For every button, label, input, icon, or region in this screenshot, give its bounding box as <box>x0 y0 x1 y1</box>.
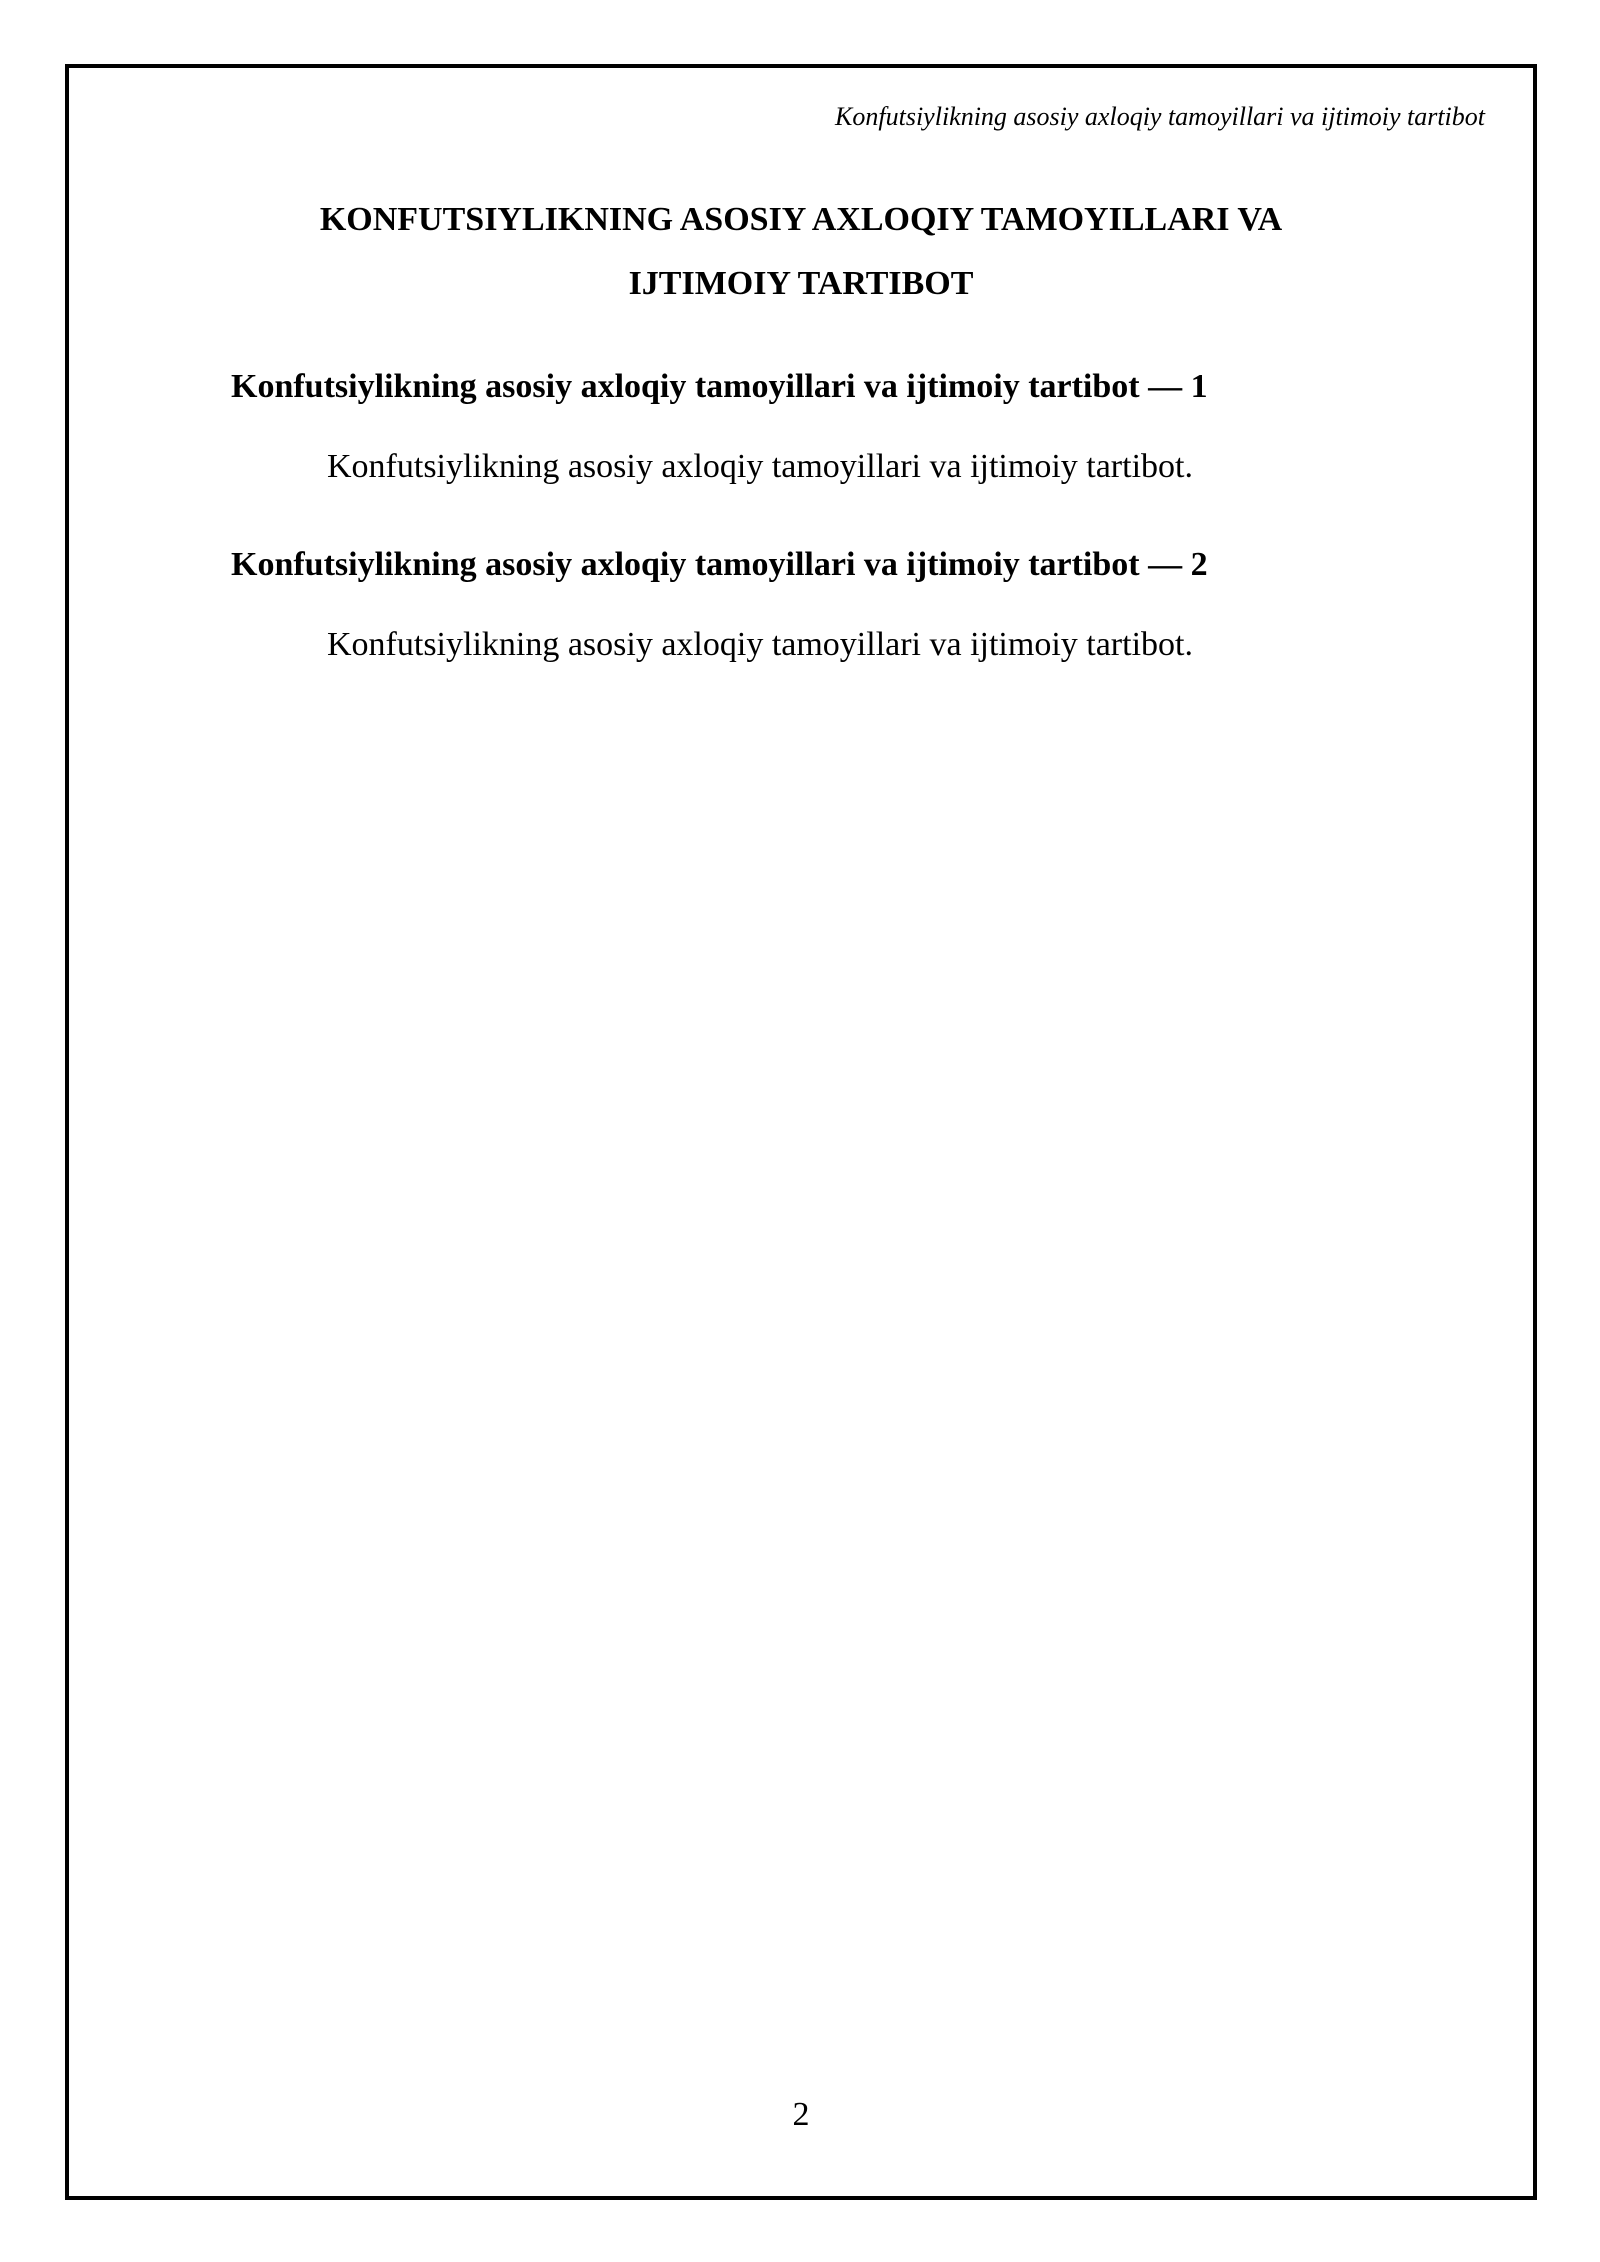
page-frame <box>65 64 1537 2200</box>
running-header: Konfutsiylikning asosiy axloqiy tamoyillari va ijtimoiy tartibot <box>835 102 1485 131</box>
section-heading: Konfutsiylikning asosiy axloqiy tamoyillari va ijtimoiy tartibot — 2 <box>231 546 1208 583</box>
section-1 <box>231 366 1473 488</box>
document-title-line-1: KONFUTSIYLIKNING ASOSIY AXLOQIY TAMOYILLARI VA <box>319 201 1283 238</box>
page-number: 2 <box>792 2096 810 2133</box>
section-body: Konfutsiylikning asosiy axloqiy tamoyillari va ijtimoiy tartibot. <box>327 448 1193 485</box>
document-title <box>69 188 1533 316</box>
section-2 <box>231 544 1473 666</box>
section-heading: Konfutsiylikning asosiy axloqiy tamoyillari va ijtimoiy tartibot — 1 <box>231 368 1208 405</box>
document-title-line-2: IJTIMOIY TARTIBOT <box>628 265 974 302</box>
section-body: Konfutsiylikning asosiy axloqiy tamoyillari va ijtimoiy tartibot. <box>327 626 1193 663</box>
